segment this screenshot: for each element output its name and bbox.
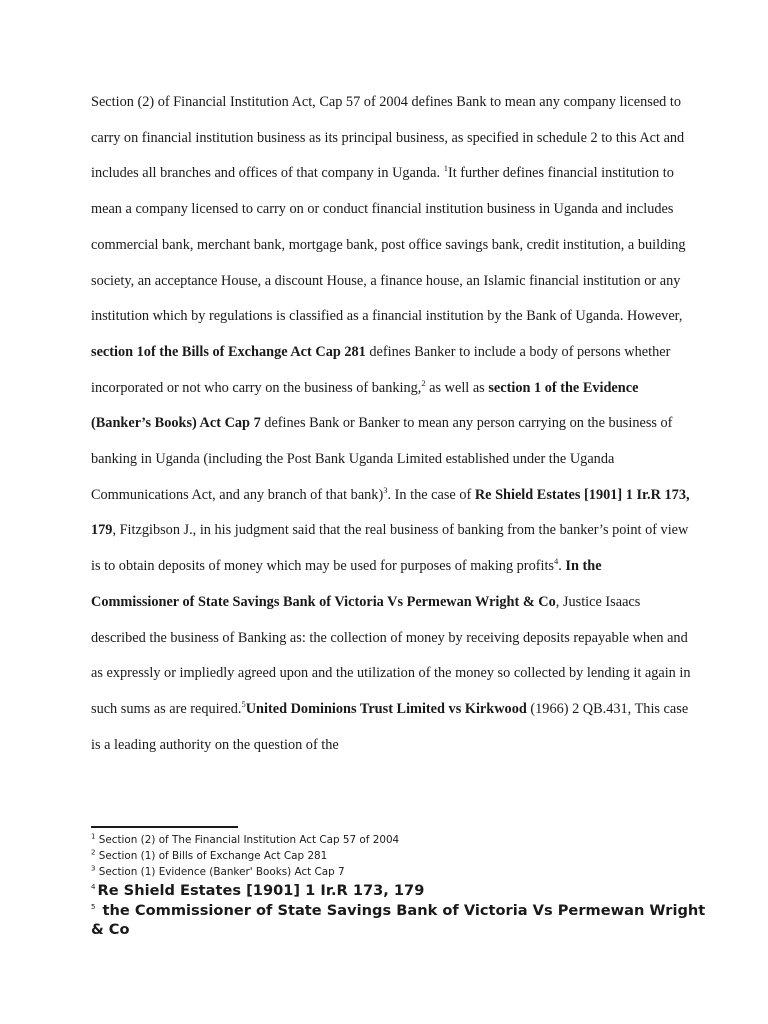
footnote-text: Re Shield Estates [1901] 1 Ir.R 173, 179	[97, 882, 425, 899]
body-text-run: It further defines financial institution to mean a company licensed to carry on or conduct financial institution business in Uganda and includes commercial bank, merchant bank, mortgage bank, post office savings bank, credit institution, a building society, an acceptance House, a discount House, a finance house, an Islamic financial institution or any institution which by regulations is classified as a financial institution by the Bank of Uganda. However,	[91, 165, 686, 325]
footnote-ref[interactable]: 4	[554, 556, 559, 567]
case-citation: United Dominions Trust Limited vs Kirkwood	[245, 700, 527, 717]
case-citation: In the Commissioner of State Savings Bank of Victoria Vs Permewan Wright & Co	[91, 558, 602, 610]
footnote-mark: 2	[91, 848, 96, 857]
body-text-run: Section (2) of Financial Institution Act, Cap 57 of 2004 defines Bank to mean any company licensed to carry on financial institution business as its principal business, as specified in schedule 2 to this Act and includes all branches and offices of that company in Uganda.	[91, 94, 685, 182]
footnote-text: Section (1) Evidence (Banker' Books) Act Cap 7	[95, 866, 345, 878]
body-paragraph	[91, 85, 691, 763]
footnote-separator	[91, 826, 238, 828]
body-text-run: , Justice Isaacs described the business of Banking as: the collection of money by receiving deposits repayable when and as expressly or impliedly agreed upon and the utilization of the money so collected by lending it again in such sums as are required.	[91, 593, 691, 717]
body-text-run: as well as	[425, 379, 489, 396]
footnote-2	[91, 848, 711, 864]
footnote-4	[91, 881, 711, 900]
footnote-ref[interactable]: 5	[241, 699, 246, 710]
body-text-run: . In the case of	[387, 486, 475, 503]
footnote-ref[interactable]: 3	[383, 484, 388, 495]
footnote-mark: 1	[91, 832, 96, 841]
footnote-ref[interactable]: 2	[421, 377, 426, 388]
body-text-run: .	[558, 558, 566, 575]
footnote-1	[91, 832, 711, 848]
footnote-text: Section (2) of The Financial Institution Act Cap 57 of 2004	[95, 834, 400, 846]
footnote-mark: 3	[91, 864, 96, 873]
body-text-run: , Fitzgibson J., in his judgment said that the real business of banking from the banker’s point of view is to obtain deposits of money which may be used for purposes of making profits	[91, 522, 689, 575]
footnote-ref[interactable]: 1	[443, 163, 448, 174]
footnote-mark: 5	[91, 903, 96, 912]
footnote-text: the Commissioner of State Savings Bank of Victoria Vs Permewan Wright & Co	[91, 902, 706, 938]
case-citation: section 1of the Bills of Exchange Act Cap 281	[91, 343, 366, 360]
footnote-text: Section (1) of Bills of Exchange Act Cap 281	[95, 850, 328, 862]
body-text-run: defines Banker to include a body of persons whether incorporated or not who carry on the business of banking,	[91, 343, 671, 396]
body-text-run: defines Bank or Banker to mean any person carrying on the business of banking in Uganda (including the Post Bank Uganda Limited established under the Uganda Communications Act, and any branch of that bank)	[91, 415, 673, 503]
case-citation: section 1 of the Evidence (Banker’s Books) Act Cap 7	[91, 379, 639, 432]
footnotes-section	[91, 832, 711, 939]
case-citation: Re Shield Estates [1901] 1 Ir.R 173, 179	[91, 486, 690, 539]
footnote-3	[91, 864, 711, 880]
footnote-5	[91, 901, 711, 939]
footnote-mark: 4	[91, 883, 96, 892]
body-text-run: (1966) 2 QB.431, This case is a leading authority on the question of the	[91, 700, 689, 753]
